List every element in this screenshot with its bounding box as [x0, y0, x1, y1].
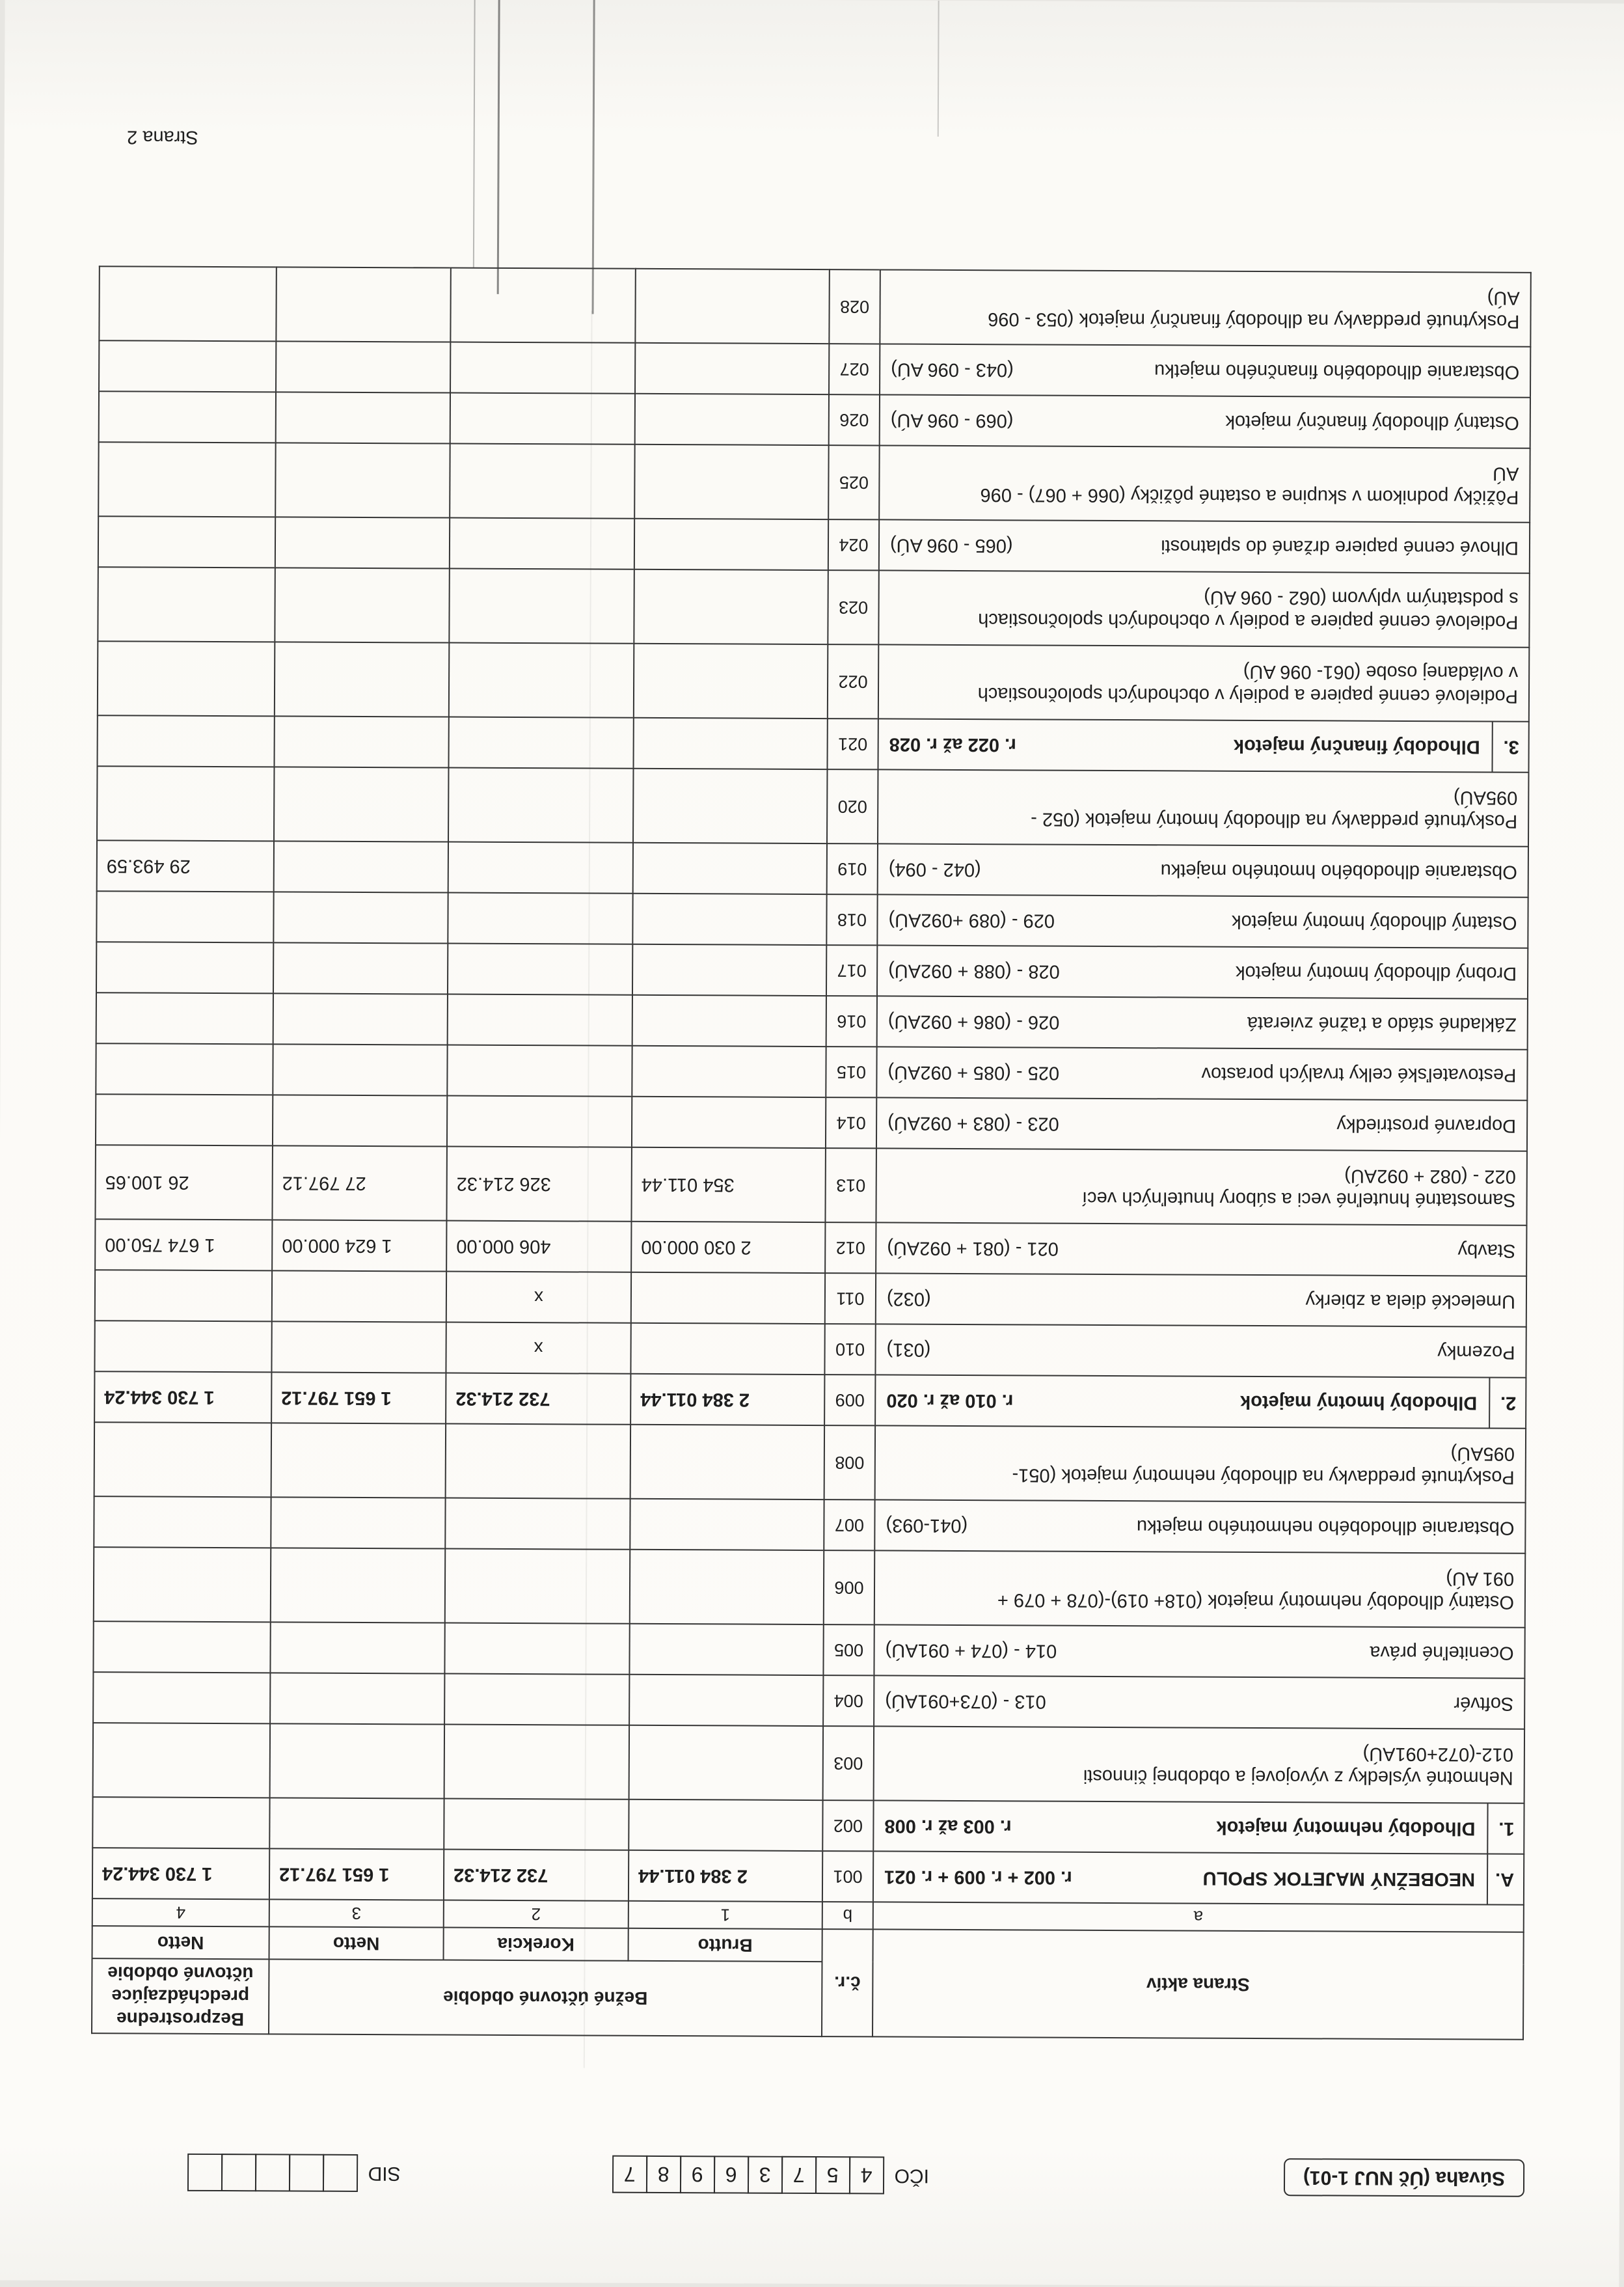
cell-asset-label	[874, 1550, 1525, 1627]
cell-brutto	[634, 644, 828, 719]
table-row	[97, 715, 1528, 773]
cell-korekcia	[444, 1623, 629, 1675]
cell-korekcia	[448, 768, 633, 843]
cell-brutto: 354 011.44	[631, 1147, 825, 1222]
ico-boxes	[612, 2156, 884, 2195]
row-label: Ostatný dlhodobý nehmotný majetok (018+ 019)-(078 + 079 + 091 AÚ)	[997, 1568, 1515, 1613]
row-label: Nehmotné výsledky z vývojovej a obdobnej činnosti 012-(072+091AÚ)	[1083, 1743, 1513, 1788]
cell-line-number: 021	[827, 719, 878, 769]
cell-korekcia	[450, 393, 635, 445]
cell-netto	[270, 1673, 444, 1724]
row-formula: 029 - (089 +092AÚ)	[888, 909, 1055, 931]
table-row	[95, 1145, 1526, 1226]
ico-digit-box: 3	[747, 2156, 782, 2194]
table-row	[93, 1621, 1524, 1678]
cell-brutto	[629, 1800, 822, 1851]
cell-line-number: 028	[829, 269, 880, 344]
cell-netto	[271, 1497, 445, 1548]
cell-line-number: 025	[828, 445, 879, 519]
cell-korekcia	[448, 842, 633, 894]
cell-netto	[273, 1095, 447, 1146]
cell-prev-netto	[98, 567, 275, 642]
cell-korekcia	[444, 1725, 629, 1800]
cell-line-number: 014	[826, 1097, 876, 1148]
cell-netto: 1 651 797.12	[271, 1372, 446, 1423]
cell-brutto	[635, 343, 829, 394]
cell-line-number: 026	[829, 394, 880, 445]
cell-line-number: 027	[829, 344, 880, 394]
cell-asset-label	[874, 1675, 1524, 1729]
sid-cell	[221, 2154, 256, 2191]
cell-netto	[271, 1423, 446, 1498]
cell-line-number: 024	[828, 519, 879, 570]
row-formula: 014 - (074 + 091AÚ)	[885, 1639, 1057, 1662]
cell-line-number: 023	[828, 570, 878, 644]
cell-korekcia: x	[446, 1322, 630, 1374]
ico-digit-box: 6	[713, 2156, 748, 2193]
table-row	[94, 1496, 1525, 1554]
cell-brutto	[635, 394, 829, 445]
cell-korekcia	[450, 518, 634, 569]
cell-asset-label	[876, 1148, 1526, 1225]
cell-brutto	[632, 1046, 826, 1097]
cell-prev-netto	[93, 1672, 270, 1723]
row-label: Umelecké diela a zbierky	[1305, 1290, 1516, 1312]
cell-netto	[273, 892, 448, 943]
cell-line-number: 002	[822, 1800, 873, 1851]
row-formula: (032)	[886, 1288, 931, 1309]
cell-brutto	[632, 1097, 826, 1148]
row-label: Obstaranie dlhodobého hmotného majetku	[1160, 860, 1517, 883]
cell-asset-label	[873, 1800, 1524, 1854]
row-label: NEOBEŽNÝ MAJETOK SPOLU	[1202, 1867, 1476, 1890]
column-letter: a	[873, 1902, 1524, 1932]
cell-netto	[274, 767, 449, 842]
row-label: Pozemky	[1437, 1341, 1515, 1363]
cell-line-number: 004	[823, 1675, 874, 1726]
row-label: Dlhodobý finančný majetok	[1233, 735, 1480, 758]
cell-prev-netto	[96, 993, 273, 1044]
cell-asset-label	[878, 570, 1529, 647]
cell-asset-label	[874, 1500, 1525, 1553]
cell-prev-netto	[99, 340, 276, 392]
scan-artifact-line	[592, 0, 595, 314]
cell-netto	[276, 392, 450, 443]
cell-netto	[275, 568, 450, 642]
row-prefix: 1.	[1487, 1804, 1523, 1854]
cell-korekcia: 406 000.00	[446, 1221, 631, 1272]
row-formula: r. 003 až r. 008	[884, 1815, 1012, 1837]
cell-korekcia	[450, 268, 635, 343]
cell-prev-netto	[99, 391, 276, 443]
row-formula: r. 002 + r. 009 + r. 021	[884, 1866, 1072, 1888]
row-label: Pestovateľské celky trvalých porastov	[1201, 1063, 1517, 1086]
cell-asset-label	[875, 1324, 1526, 1377]
column-letter: 2	[444, 1900, 629, 1928]
cell-netto	[276, 267, 451, 342]
header-previous-period: Bezprostredne predchádzajúce účtovné obdobie	[92, 1958, 269, 2034]
cell-asset-label	[877, 945, 1528, 998]
cell-korekcia	[450, 444, 634, 519]
cell-netto	[274, 841, 448, 892]
cell-prev-netto	[98, 516, 275, 568]
cell-asset-label	[878, 843, 1528, 897]
row-formula: (042 - 094)	[888, 858, 981, 881]
sid-cell	[322, 2154, 357, 2192]
row-formula: r. 010 až r. 020	[886, 1390, 1014, 1412]
cell-brutto: 2 384 011.44	[629, 1850, 822, 1902]
cell-netto	[275, 517, 450, 568]
cell-line-number: 017	[826, 945, 877, 996]
row-formula: 023 - (083 + 092AÚ)	[887, 1112, 1059, 1134]
cell-korekcia	[447, 1096, 632, 1147]
cell-brutto	[629, 1675, 823, 1726]
balance-sheet-table	[91, 266, 1532, 2040]
cell-asset-label	[876, 1273, 1526, 1326]
table-row	[99, 266, 1530, 347]
cell-asset-label	[880, 394, 1530, 448]
table-row	[94, 1371, 1526, 1429]
ico-digit-box: 8	[645, 2156, 681, 2193]
cell-line-number: 012	[825, 1222, 876, 1273]
cell-line-number: 011	[825, 1273, 876, 1324]
scan-artifact-line	[497, 0, 500, 294]
cell-korekcia	[449, 643, 634, 718]
row-label: Ostatný dlhodobý finančný majetok	[1225, 411, 1519, 433]
cell-line-number: 001	[822, 1851, 873, 1902]
cell-line-number: 006	[824, 1550, 874, 1624]
table-row	[96, 891, 1528, 948]
row-formula: 026 - (086 + 092AÚ)	[887, 1011, 1060, 1033]
row-label: Pôžičky podnikom v skupine a ostatné pôžičky (066 + 067) - 096 AÚ	[980, 463, 1519, 508]
table-body	[92, 266, 1531, 1905]
cell-asset-label	[879, 519, 1530, 573]
cell-brutto	[630, 1550, 824, 1624]
cell-korekcia	[445, 1498, 630, 1550]
table-row	[95, 1270, 1526, 1327]
header-current-period: Bežné účtovné obdobie	[269, 1959, 822, 2036]
row-formula: 013 - (073+091AÚ)	[885, 1690, 1046, 1712]
row-label: Dlhové cenné papiere držané do splatnosti	[1161, 536, 1519, 558]
cell-asset-label	[875, 1375, 1526, 1428]
cell-netto	[276, 341, 450, 392]
cell-line-number: 003	[823, 1726, 874, 1800]
cell-brutto	[631, 1272, 825, 1324]
row-label: Samostatné hnuteľné veci a súbory hnuteľných vecí 022 - (082 + 092AÚ)	[1081, 1165, 1516, 1211]
row-formula: (069 - 096 AÚ)	[890, 409, 1014, 431]
row-label: Poskytnuté preddavky na dlhodobý nehmotný majetok (051- 095AÚ)	[1012, 1443, 1515, 1488]
cell-brutto	[629, 1725, 823, 1800]
cell-brutto: 2 030 000.00	[631, 1222, 825, 1273]
row-label: Obstaranie dlhodobého nehmotného majetku	[1136, 1516, 1515, 1539]
form-header	[34, 2153, 1524, 2197]
cell-prev-netto: 1 730 344.24	[94, 1371, 271, 1423]
table-row	[98, 641, 1529, 722]
cell-korekcia	[444, 1799, 629, 1850]
table-row	[92, 1797, 1524, 1854]
cell-korekcia	[450, 342, 635, 394]
table-row	[96, 1043, 1527, 1101]
row-formula: (031)	[886, 1339, 931, 1360]
cell-korekcia	[444, 1674, 629, 1725]
cell-prev-netto	[96, 1043, 273, 1095]
cell-brutto	[630, 1425, 824, 1500]
cell-korekcia	[448, 994, 632, 1046]
cell-netto: 1 651 797.12	[269, 1848, 444, 1900]
cell-asset-label	[875, 1425, 1526, 1502]
table-row	[97, 766, 1528, 847]
cell-netto	[273, 993, 448, 1045]
cell-korekcia	[449, 717, 634, 769]
cell-prev-netto: 1 730 344.24	[92, 1848, 269, 1899]
row-label: Základné stádo a ťažné zvieratá	[1247, 1013, 1517, 1035]
row-formula: 028 - (088 + 092AÚ)	[888, 960, 1060, 982]
row-label: Podielové cenné papiere a podiely v obchodných spoločnostiach s podstatným vplyvom (062 - 096 AÚ)	[978, 586, 1519, 633]
column-letter: 4	[92, 1898, 269, 1926]
table-row	[98, 567, 1529, 648]
cell-line-number: 018	[826, 894, 877, 945]
sid-cell	[254, 2154, 290, 2191]
cell-line-number: 008	[824, 1425, 875, 1500]
cell-line-number: 013	[825, 1148, 876, 1222]
cell-korekcia	[448, 944, 632, 995]
cell-prev-netto	[94, 1547, 271, 1622]
cell-brutto	[634, 445, 828, 519]
row-label: Dlhodobý hmotný majetok	[1240, 1391, 1478, 1414]
cell-netto	[274, 716, 448, 767]
cell-prev-netto	[98, 442, 275, 517]
cell-prev-netto	[93, 1621, 270, 1673]
table-row	[93, 1672, 1524, 1729]
cell-brutto	[630, 1323, 824, 1375]
cell-korekcia	[448, 893, 632, 944]
cell-netto	[275, 443, 450, 517]
table-row	[96, 942, 1528, 999]
cell-line-number: 005	[823, 1624, 874, 1675]
row-label: Ostatný dlhodobý hmotný majetok	[1231, 911, 1517, 933]
cell-line-number: 007	[824, 1500, 874, 1550]
cell-prev-netto	[95, 1270, 272, 1321]
cell-prev-netto	[94, 1422, 271, 1497]
row-label: Stavby	[1457, 1240, 1516, 1261]
cell-asset-label	[879, 445, 1530, 522]
ico-label: IČO	[894, 2165, 930, 2187]
row-label: Drobný dlhodobý hmotný majetok	[1236, 961, 1517, 984]
ico-digit-box: 4	[848, 2156, 884, 2194]
table-row	[99, 391, 1530, 448]
cell-prev-netto	[98, 641, 275, 716]
header-netto-prev: Netto	[92, 1926, 269, 1959]
cell-asset-label	[877, 996, 1528, 1049]
table-row	[93, 1723, 1524, 1803]
cell-asset-label	[876, 1097, 1527, 1151]
cell-netto	[273, 942, 448, 994]
cell-prev-netto	[97, 766, 274, 841]
cell-line-number: 009	[824, 1375, 875, 1425]
row-formula: r. 022 až r. 028	[889, 733, 1016, 756]
sid-label: SID	[368, 2163, 401, 2185]
cell-prev-netto: 29 493.59	[97, 840, 274, 892]
cell-prev-netto	[96, 1094, 273, 1145]
table-row	[95, 1219, 1526, 1276]
row-label: Obstaranie dlhodobého finančného majetku	[1154, 360, 1520, 383]
cell-asset-label	[877, 894, 1528, 948]
page-number: Strana 2	[127, 126, 198, 148]
row-formula: (043 - 096 AÚ)	[891, 359, 1014, 381]
cell-netto	[271, 1321, 446, 1373]
ico-digit-box: 7	[781, 2156, 816, 2194]
row-formula: 025 - (085 + 092AÚ)	[887, 1061, 1060, 1084]
cell-asset-label	[878, 719, 1528, 772]
row-prefix: 2.	[1489, 1378, 1525, 1428]
table-row	[97, 840, 1528, 897]
row-label: Oceniteľné práva	[1370, 1641, 1514, 1664]
cell-brutto	[633, 843, 827, 894]
cell-netto	[270, 1622, 444, 1673]
cell-brutto: 2 384 011.44	[630, 1374, 824, 1425]
cell-prev-netto: 1 674 750.00	[95, 1219, 272, 1270]
ico-digit-box: 7	[612, 2156, 647, 2193]
cell-asset-label	[880, 269, 1530, 346]
form-title: Súvaha (Úč NUJ 1-01)	[1284, 2158, 1524, 2197]
sid-cell	[288, 2154, 323, 2192]
cell-line-number: 019	[827, 843, 878, 894]
table-row	[94, 1422, 1526, 1503]
cell-asset-label	[874, 1624, 1524, 1678]
cell-korekcia: 732 214.32	[444, 1850, 629, 1901]
cell-netto: 1 624 000.00	[272, 1220, 446, 1271]
cell-asset-label	[873, 1851, 1524, 1904]
table-row	[98, 516, 1530, 573]
cell-prev-netto	[96, 891, 273, 942]
cell-korekcia	[449, 569, 634, 644]
header-brutto: Brutto	[629, 1928, 822, 1962]
row-label: Softvér	[1454, 1693, 1514, 1714]
cell-asset-label	[874, 1726, 1524, 1803]
scan-artifact-line	[473, 0, 476, 268]
cell-brutto	[632, 894, 826, 945]
table-row	[96, 993, 1528, 1050]
cell-prev-netto: 26 100.65	[95, 1145, 272, 1220]
row-label: Dopravné prostriedky	[1336, 1114, 1517, 1136]
table-row	[94, 1547, 1525, 1628]
cell-brutto	[634, 718, 828, 769]
cell-korekcia: x	[446, 1272, 631, 1323]
cell-brutto	[634, 519, 828, 570]
cell-prev-netto	[94, 1321, 271, 1372]
cell-brutto	[629, 1624, 823, 1675]
cell-line-number: 022	[828, 644, 878, 719]
row-formula: (065 - 096 AÚ)	[889, 534, 1013, 556]
cell-prev-netto	[99, 266, 276, 341]
row-prefix: A.	[1487, 1855, 1523, 1904]
cell-line-number: 016	[826, 996, 877, 1047]
cell-korekcia: 326 214.32	[446, 1147, 631, 1222]
header-strana-aktiv: Strana aktív	[873, 1929, 1524, 2039]
cell-korekcia	[445, 1549, 630, 1624]
header-korekcia: Korekcia	[444, 1928, 629, 1961]
scan-artifact-line	[938, 1, 940, 137]
cell-line-number: 015	[826, 1047, 876, 1097]
cell-asset-label	[878, 769, 1528, 846]
cell-line-number: 020	[827, 769, 878, 843]
table-row	[99, 340, 1530, 398]
row-label: Poskytnuté preddavky na dlhodobý finančný majetok (053 - 096 AÚ)	[988, 287, 1520, 332]
cell-asset-label	[876, 1222, 1526, 1276]
row-formula: 021 - (081 + 092AÚ)	[887, 1237, 1059, 1259]
column-letter: 1	[629, 1901, 822, 1929]
cell-brutto	[634, 569, 828, 644]
cell-prev-netto	[94, 1496, 271, 1548]
table-row	[94, 1321, 1526, 1378]
row-label: Podielové cenné papiere a podiely v obchodných spoločnostiach v ovládanej osobe (061- 096 AÚ)	[977, 661, 1519, 707]
row-prefix: 3.	[1491, 722, 1528, 772]
cell-korekcia: 732 214.32	[446, 1373, 630, 1425]
cell-netto	[271, 1548, 446, 1623]
ico-digit-box: 9	[679, 2156, 714, 2193]
cell-brutto	[632, 995, 826, 1047]
cell-netto	[272, 1270, 446, 1322]
table-row	[96, 1094, 1527, 1151]
cell-brutto	[632, 944, 826, 996]
cell-prev-netto	[92, 1797, 269, 1848]
cell-prev-netto	[97, 715, 274, 767]
column-letter: 3	[269, 1899, 444, 1927]
cell-netto	[275, 642, 450, 717]
cell-netto	[270, 1723, 445, 1798]
row-formula: (041-093)	[886, 1514, 968, 1537]
cell-prev-netto	[93, 1723, 270, 1798]
cell-netto: 27 797.12	[272, 1145, 447, 1220]
table-row	[92, 1848, 1524, 1905]
row-label: Dlhodobý nehmotný majetok	[1216, 1816, 1476, 1839]
table-row	[98, 442, 1530, 523]
row-label: Poskytnuté preddavky na dlhodobý hmotný majetok (052 - 095AÚ)	[1031, 787, 1518, 832]
header-netto: Netto	[269, 1926, 443, 1960]
cell-brutto	[633, 769, 827, 843]
cell-line-number: 010	[824, 1324, 875, 1375]
sid-cell	[187, 2154, 222, 2191]
cell-prev-netto	[96, 942, 273, 993]
ico-digit-box: 5	[815, 2156, 850, 2194]
sid-boxes	[187, 2154, 357, 2192]
cell-korekcia	[447, 1045, 632, 1097]
cell-brutto	[630, 1499, 824, 1550]
cell-asset-label	[880, 344, 1530, 397]
cell-brutto	[635, 269, 829, 344]
cell-netto	[269, 1798, 444, 1849]
cell-asset-label	[876, 1047, 1527, 1100]
cell-netto	[273, 1044, 447, 1095]
column-letter: b	[822, 1902, 873, 1929]
cell-asset-label	[878, 644, 1529, 721]
header-cislo-riadku: č.r.	[822, 1929, 873, 2036]
cell-korekcia	[446, 1424, 630, 1499]
